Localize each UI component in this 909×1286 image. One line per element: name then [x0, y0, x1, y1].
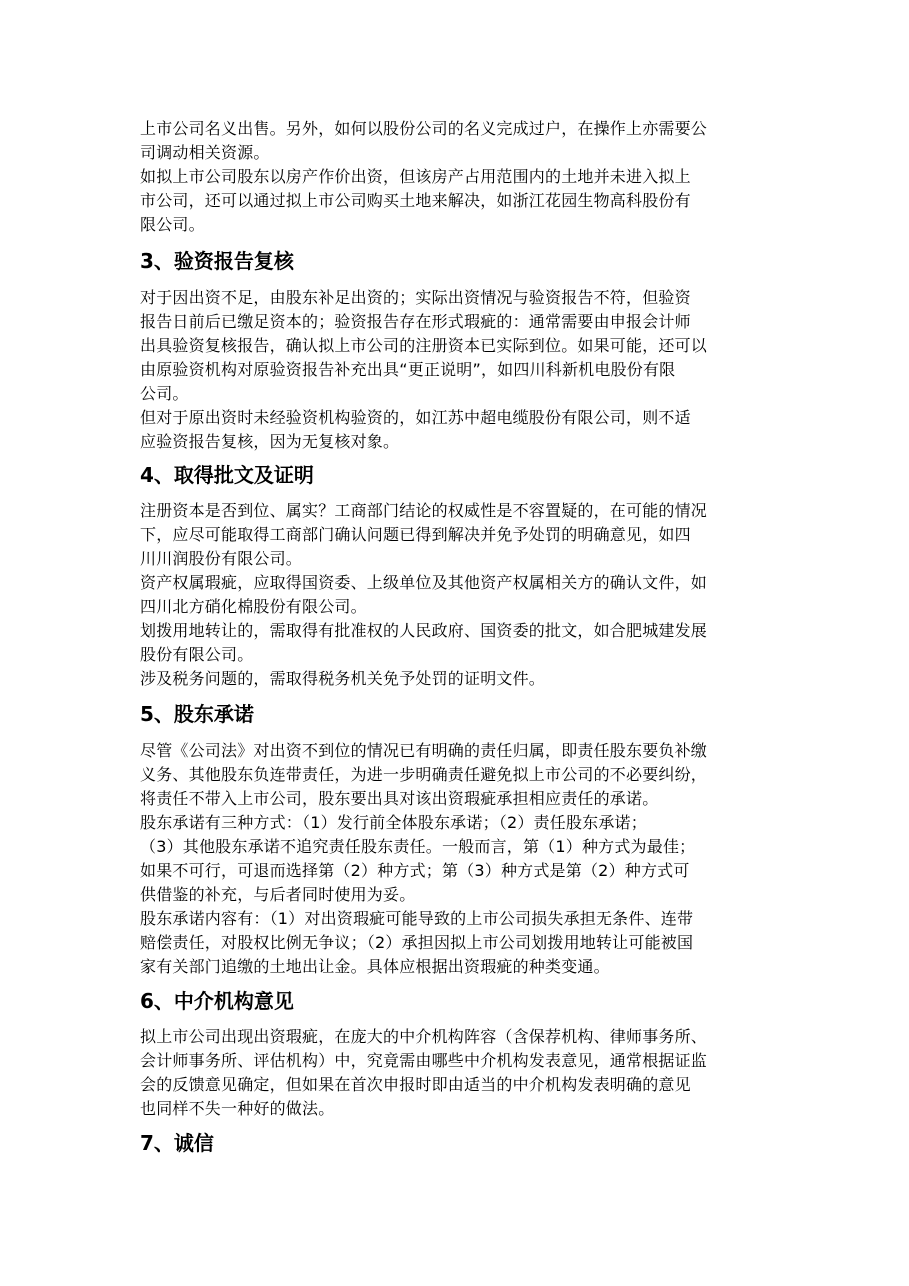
- text-line: 尽管《公司法》对出资不到位的情况已有明确的责任归属，即责任股东要负补缴: [140, 741, 708, 760]
- paragraph-intro: [140, 117, 780, 237]
- text-line: 报告日前后已缴足资本的；验资报告存在形式瑕疵的：通常需要由申报会计师: [140, 312, 691, 331]
- text-line: 股东承诺内容有：（1）对出资瑕疵可能导致的上市公司损失承担无条件、连带: [140, 909, 694, 928]
- text-line: 司调动相关资源。: [140, 143, 270, 162]
- text-line: 四川北方硝化棉股份有限公司。: [140, 597, 367, 616]
- text-line: 供借鉴的补充，与后者同时使用为妥。: [140, 885, 416, 904]
- text-line: 股东承诺有三种方式：（1）发行前全体股东承诺；（2）责任股东承诺；: [140, 813, 647, 832]
- text-line: 家有关部门追缴的土地出让金。具体应根据出资瑕疵的种类变通。: [140, 957, 610, 976]
- section-6-body: [140, 1025, 780, 1121]
- section-heading-7: 7、诚信: [140, 1131, 214, 1155]
- text-line: 市公司，还可以通过拟上市公司购买土地来解决，如浙江花园生物高科股份有: [140, 191, 691, 210]
- text-line: 应验资报告复核，因为无复核对象。: [140, 432, 400, 451]
- text-line: 如果不可行，可退而选择第（2）种方式；第（3）种方式是第（2）种方式可: [140, 861, 690, 880]
- text-line: 上市公司名义出售。另外，如何以股份公司的名义完成过户，在操作上亦需要公: [140, 119, 708, 138]
- text-line: 涉及税务问题的，需取得税务机关免予处罚的证明文件。: [140, 669, 546, 688]
- section-heading-3: 3、验资报告复核: [140, 249, 294, 273]
- text-line: 但对于原出资时未经验资机构验资的，如江苏中超电缆股份有限公司，则不适: [140, 408, 691, 427]
- section-4-body: [140, 499, 780, 691]
- text-line: 赔偿责任，对股权比例无争议；（2）承担因拟上市公司划拨用地转让可能被国: [140, 933, 694, 952]
- section-heading-4: 4、取得批文及证明: [140, 463, 314, 487]
- text-line: （3）其他股东承诺不追究责任股东责任。一般而言，第（1）种方式为最佳；: [140, 837, 696, 856]
- text-line: 川川润股份有限公司。: [140, 549, 303, 568]
- text-line: 注册资本是否到位、属实？工商部门结论的权威性是不容置疑的，在可能的情况: [140, 501, 708, 520]
- text-line: 将责任不带入上市公司，股东要出具对该出资瑕疵承担相应责任的承诺。: [140, 789, 659, 808]
- text-line: 由原验资机构对原验资报告补充出具“更正说明”，如四川科新机电股份有限: [140, 360, 676, 379]
- text-line: 义务、其他股东负连带责任，为进一步明确责任避免拟上市公司的不必要纠纷，: [140, 765, 708, 784]
- text-line: 公司。: [140, 384, 189, 403]
- section-5-body: [140, 739, 780, 979]
- section-3-body: [140, 286, 780, 454]
- text-line: 会的反馈意见确定，但如果在首次申报时即由适当的中介机构发表明确的意见: [140, 1075, 691, 1094]
- text-line: 资产权属瑕疵，应取得国资委、上级单位及其他资产权属相关方的确认文件，如: [140, 573, 708, 592]
- text-line: 下，应尽可能取得工商部门确认问题已得到解决并免予处罚的明确意见，如四: [140, 525, 691, 544]
- text-line: 如拟上市公司股东以房产作价出资，但该房产占用范围内的土地并未进入拟上: [140, 167, 691, 186]
- text-line: 拟上市公司出现出资瑕疵，在庞大的中介机构阵容（含保荐机构、律师事务所、: [140, 1027, 708, 1046]
- text-line: 股份有限公司。: [140, 645, 254, 664]
- text-line: 会计师事务所、评估机构）中，究竟需由哪些中介机构发表意见，通常根据证监: [140, 1051, 708, 1070]
- text-line: 限公司。: [140, 215, 205, 234]
- text-line: 也同样不失一种好的做法。: [140, 1099, 335, 1118]
- section-heading-6: 6、中介机构意见: [140, 989, 294, 1013]
- text-line: 划拨用地转让的，需取得有批准权的人民政府、国资委的批文，如合肥城建发展: [140, 621, 708, 640]
- text-line: 出具验资复核报告，确认拟上市公司的注册资本已实际到位。如果可能，还可以: [140, 336, 708, 355]
- section-heading-5: 5、股东承诺: [140, 702, 254, 726]
- text-line: 对于因出资不足，由股东补足出资的；实际出资情况与验资报告不符，但验资: [140, 288, 691, 307]
